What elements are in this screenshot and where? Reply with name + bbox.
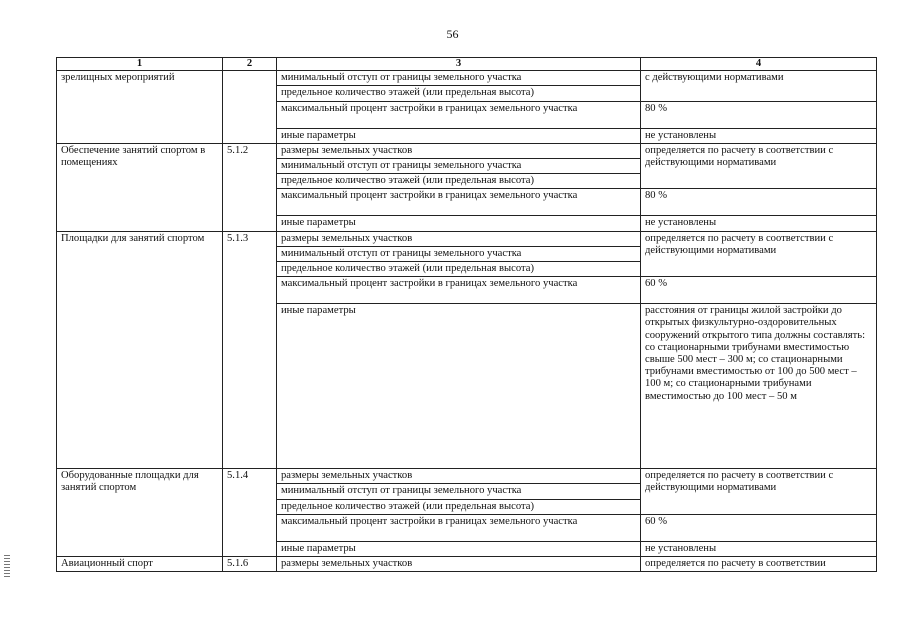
parameter-label: иные параметры <box>277 304 641 469</box>
parameter-label: минимальный отступ от границы земельного участка <box>277 246 641 261</box>
table-row <box>57 469 877 484</box>
parameter-label: предельное количество этажей (или предельная высота) <box>277 262 641 277</box>
regulations-table <box>56 57 877 572</box>
column-header-2: 2 <box>223 58 277 71</box>
column-header-1: 1 <box>57 58 223 71</box>
use-type-name: зрелищных мероприятий <box>57 71 223 144</box>
use-type-name: Площадки для занятий спортом <box>57 231 223 469</box>
parameter-label: минимальный отступ от границы земельного участка <box>277 71 641 86</box>
parameter-value: не установлены <box>641 216 877 231</box>
table-row <box>57 71 877 86</box>
scan-edge-marks <box>4 555 10 579</box>
parameter-label: максимальный процент застройки в границах земельного участка <box>277 514 641 541</box>
parameter-label: максимальный процент застройки в границах земельного участка <box>277 189 641 216</box>
parameter-label: размеры земельных участков <box>277 231 641 246</box>
use-type-code: 5.1.6 <box>223 557 277 572</box>
parameter-value: определяется по расчету в соответствии с действующими нормативами <box>641 231 877 277</box>
parameter-value: расстояния от границы жилой застройки до открытых физкультурно-оздоровительных сооружений открытого типа должны составлять: со стационарными трибунами вместимостью свыше 500 мест – 300 м; со стационарными трибунами вместимостью от 100 до 500 мест – 100 м; со стационарными трибунами вместимостью до 100 мест – 50 м <box>641 304 877 469</box>
parameter-label: размеры земельных участков <box>277 469 641 484</box>
parameter-value: определяется по расчету в соответствии с действующими нормативами <box>641 469 877 515</box>
column-header-3: 3 <box>277 58 641 71</box>
parameter-value: не установлены <box>641 128 877 143</box>
parameter-label: предельное количество этажей (или предельная высота) <box>277 174 641 189</box>
use-type-name: Обеспечение занятий спортом в помещениях <box>57 143 223 231</box>
parameter-label: минимальный отступ от границы земельного участка <box>277 484 641 499</box>
parameter-value: 60 % <box>641 277 877 304</box>
use-type-name: Авиационный спорт <box>57 557 223 572</box>
parameter-label: иные параметры <box>277 216 641 231</box>
parameter-label: предельное количество этажей (или предельная высота) <box>277 499 641 514</box>
parameter-label: иные параметры <box>277 541 641 556</box>
parameter-value: 80 % <box>641 101 877 128</box>
parameter-value: 80 % <box>641 189 877 216</box>
parameter-label: размеры земельных участков <box>277 557 641 572</box>
table-row <box>57 143 877 158</box>
parameter-value: 60 % <box>641 514 877 541</box>
parameter-label: предельное количество этажей (или предельная высота) <box>277 86 641 101</box>
parameter-value: не установлены <box>641 541 877 556</box>
parameter-label: размеры земельных участков <box>277 143 641 158</box>
table-row <box>57 557 877 572</box>
parameter-label: иные параметры <box>277 128 641 143</box>
parameter-label: максимальный процент застройки в границах земельного участка <box>277 277 641 304</box>
parameter-value: определяется по расчету в соответствии с действующими нормативами <box>641 143 877 189</box>
use-type-code: 5.1.3 <box>223 231 277 469</box>
use-type-code: 5.1.2 <box>223 143 277 231</box>
table-row <box>57 231 877 246</box>
header-row <box>57 58 877 71</box>
page-number: 56 <box>446 27 459 41</box>
use-type-code: 5.1.4 <box>223 469 277 557</box>
parameter-value: определяется по расчету в соответствии <box>641 557 877 572</box>
parameter-label: максимальный процент застройки в границах земельного участка <box>277 101 641 128</box>
parameter-value: с действующими нормативами <box>641 71 877 101</box>
column-header-4: 4 <box>641 58 877 71</box>
use-type-code <box>223 71 277 144</box>
parameter-label: минимальный отступ от границы земельного участка <box>277 159 641 174</box>
use-type-name: Оборудованные площадки для занятий спортом <box>57 469 223 557</box>
